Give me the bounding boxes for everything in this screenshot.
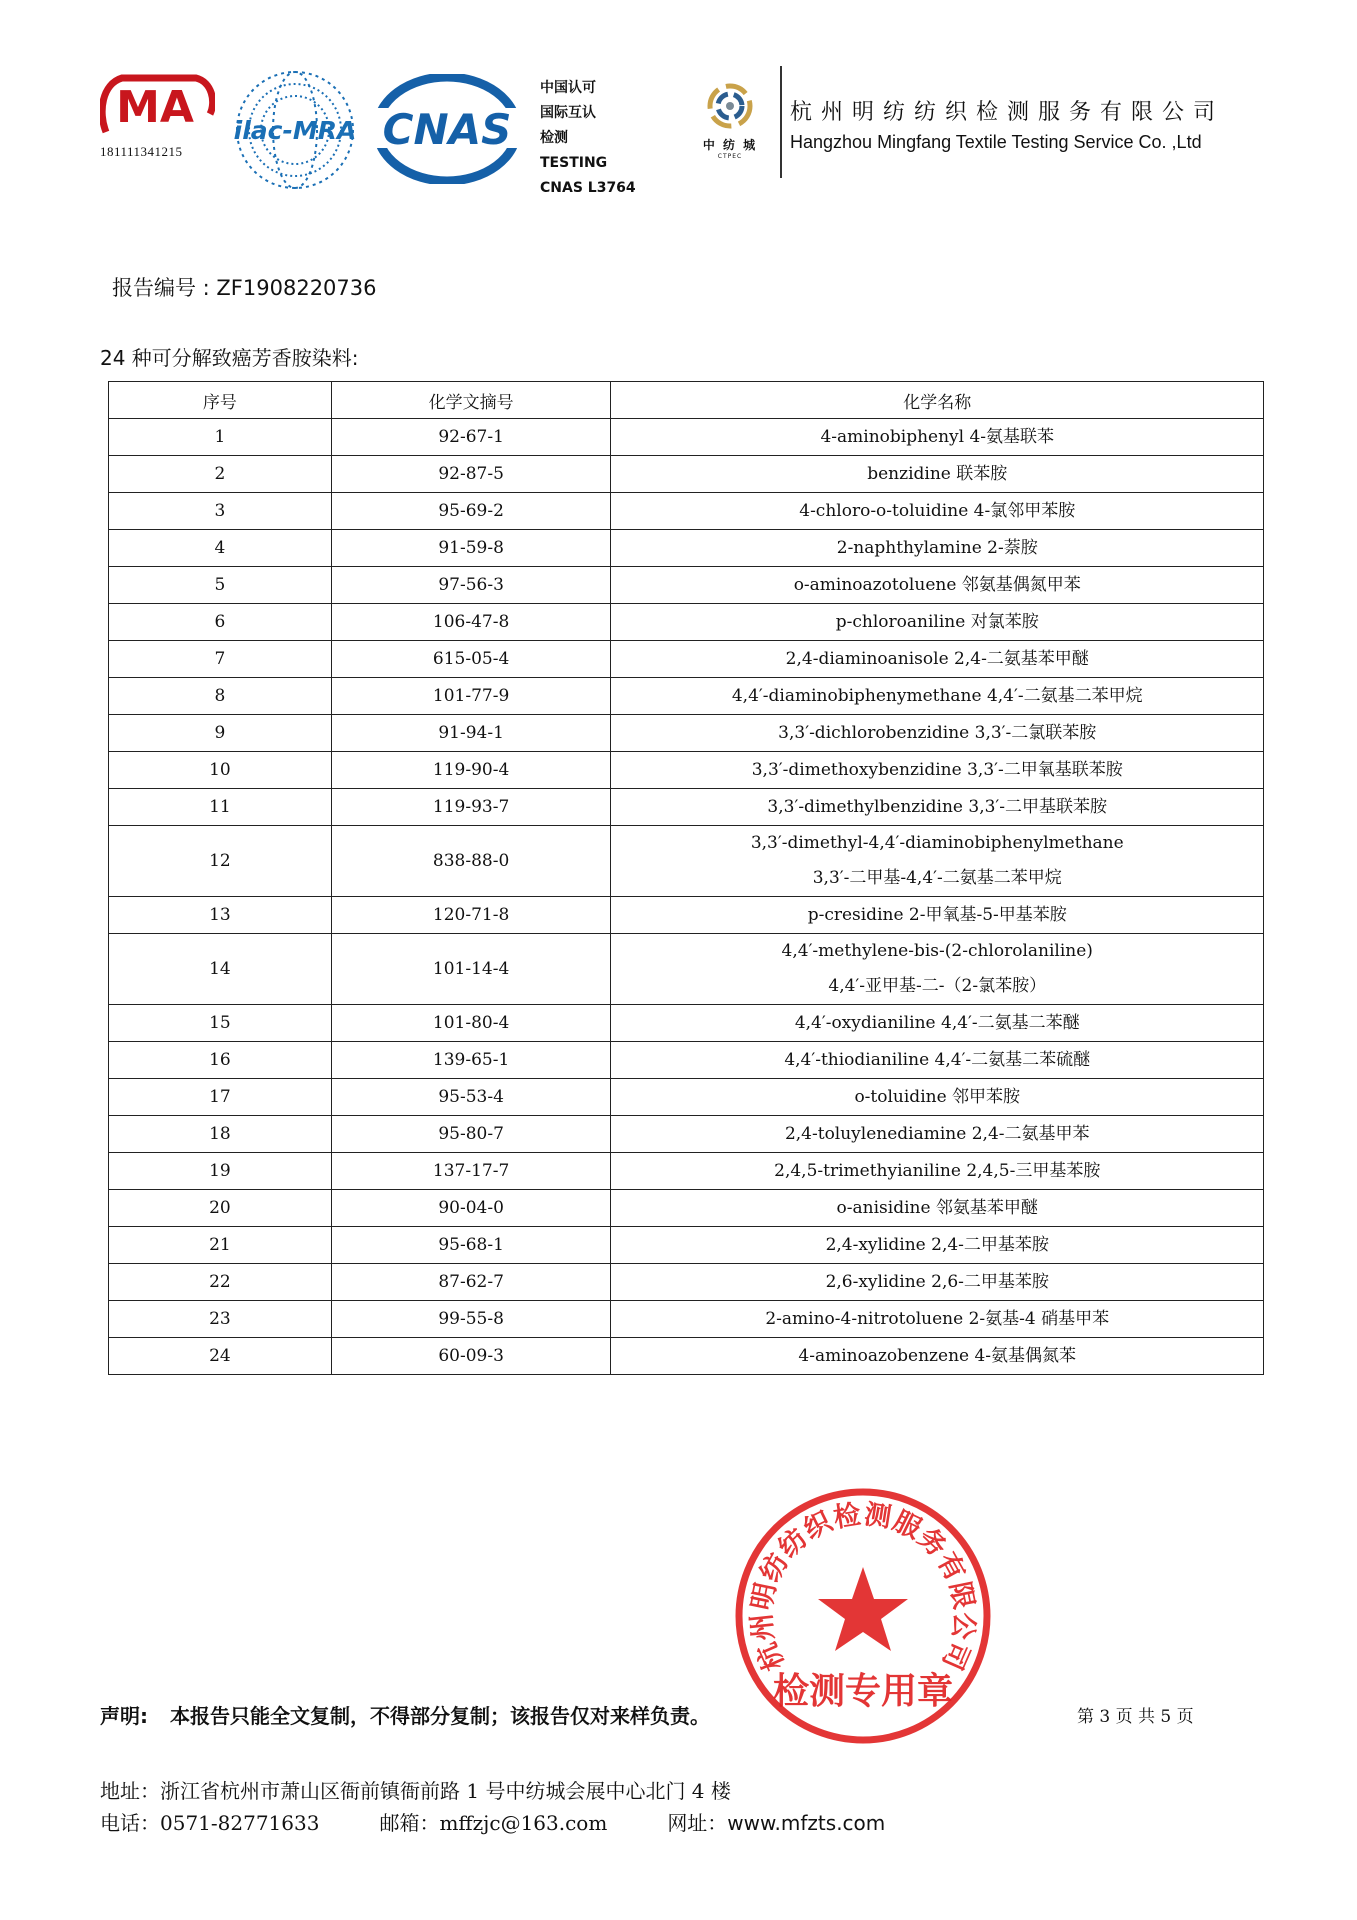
cell-no: 23 <box>109 1301 332 1338</box>
cell-cas: 87-62-7 <box>331 1264 611 1301</box>
cell-cas: 120-71-8 <box>331 897 611 934</box>
table-row <box>109 715 1264 752</box>
website: 网址：www.mfzts.com <box>667 1811 886 1835</box>
chemical-name-line: 4-aminobiphenyl 4-氨基联苯 <box>820 426 1055 447</box>
chemical-name-line: 4-chloro-o-toluidine 4-氯邻甲苯胺 <box>799 500 1076 521</box>
table-header-row <box>109 382 1264 419</box>
statement <box>100 1700 710 1729</box>
cell-chemical-name <box>611 715 1264 752</box>
cnas-line: 国际互认 <box>540 105 596 121</box>
cell-no: 8 <box>109 678 332 715</box>
cell-cas: 95-53-4 <box>331 1079 611 1116</box>
column-header-name: 化学名称 <box>611 382 1264 419</box>
cma-logo <box>100 72 220 160</box>
cell-no: 6 <box>109 604 332 641</box>
chemical-name-line: 2,4,5-trimethyianiline 2,4,5-三甲基苯胺 <box>774 1160 1101 1181</box>
ctpec-swirl-icon <box>706 82 754 130</box>
table-row <box>109 1153 1264 1190</box>
cell-cas: 92-87-5 <box>331 456 611 493</box>
cell-no: 22 <box>109 1264 332 1301</box>
chemical-name-line: o-toluidine 邻甲苯胺 <box>854 1086 1021 1107</box>
address-line: 地址：浙江省杭州市萧山区衙前镇衙前路 1 号中纺城会展中心北门 4 楼 <box>100 1779 731 1803</box>
chemical-name-line-2: 3,3′-二甲基-4,4′-二氨基二苯甲烷 <box>812 868 1062 888</box>
cnas-mark-icon <box>372 74 522 184</box>
table-row <box>109 1264 1264 1301</box>
amine-table <box>108 381 1264 1375</box>
cell-chemical-name <box>611 604 1264 641</box>
table-row <box>109 789 1264 826</box>
column-header-cas: 化学文摘号 <box>331 382 611 419</box>
cell-chemical-name <box>611 456 1264 493</box>
chemical-name-line: 2-naphthylamine 2-萘胺 <box>836 537 1038 558</box>
cell-chemical-name <box>611 1042 1264 1079</box>
cell-no: 3 <box>109 493 332 530</box>
chemical-name-line-2: 4,4′-亚甲基-二-（2-氯苯胺） <box>828 976 1047 996</box>
cell-cas: 137-17-7 <box>331 1153 611 1190</box>
cell-cas: 90-04-0 <box>331 1190 611 1227</box>
table-row <box>109 752 1264 789</box>
cell-no: 24 <box>109 1338 332 1375</box>
ctpec-cn: 中 纺 城 <box>702 138 758 152</box>
cell-chemical-name <box>611 1079 1264 1116</box>
table-row <box>109 1190 1264 1227</box>
cell-no: 18 <box>109 1116 332 1153</box>
phone: 电话：0571-82771633 <box>100 1811 320 1835</box>
column-header-no: 序号 <box>109 382 332 419</box>
ilac-globe-icon <box>230 65 360 195</box>
email: 邮箱：mffzjc@163.com <box>379 1811 608 1835</box>
chemical-name-line: 3,3′-dimethoxybenzidine 3,3′-二甲氧基联苯胺 <box>751 759 1123 780</box>
cell-cas: 101-14-4 <box>331 934 611 1005</box>
cell-no: 16 <box>109 1042 332 1079</box>
table-row <box>109 1301 1264 1338</box>
cell-chemical-name <box>611 1227 1264 1264</box>
cell-no: 15 <box>109 1005 332 1042</box>
chemical-name-line: 4-aminoazobenzene 4-氨基偶氮苯 <box>798 1345 1077 1366</box>
table-row <box>109 493 1264 530</box>
cell-cas: 95-69-2 <box>331 493 611 530</box>
cell-cas: 615-05-4 <box>331 641 611 678</box>
chemical-name-line: 4,4′-methylene-bis-(2-chlorolaniline) <box>781 941 1093 961</box>
cell-no: 21 <box>109 1227 332 1264</box>
cell-cas: 99-55-8 <box>331 1301 611 1338</box>
cell-cas: 101-80-4 <box>331 1005 611 1042</box>
ctpec-en: CTPEC <box>717 153 743 160</box>
cell-chemical-name <box>611 530 1264 567</box>
cell-chemical-name <box>611 897 1264 934</box>
chemical-name-line: 2-amino-4-nitrotoluene 2-氨基-4 硝基甲苯 <box>765 1308 1110 1329</box>
table-row <box>109 1079 1264 1116</box>
chemical-name-line: 3,3′-dimethylbenzidine 3,3′-二甲基联苯胺 <box>767 796 1108 817</box>
table-row <box>109 1042 1264 1079</box>
cell-no: 7 <box>109 641 332 678</box>
cell-cas: 101-77-9 <box>331 678 611 715</box>
table-body <box>109 419 1264 1375</box>
chemical-name-line: 2,4-toluylenediamine 2,4-二氨基甲苯 <box>784 1123 1090 1144</box>
cell-chemical-name <box>611 1116 1264 1153</box>
chemical-name-line: 4,4′-thiodianiline 4,4′-二氨基二苯硫醚 <box>784 1049 1091 1070</box>
chemical-name-line: 2,4-xylidine 2,4-二甲基苯胺 <box>825 1234 1049 1255</box>
cnas-accreditation-text <box>540 76 636 201</box>
cnas-line: TESTING <box>540 155 608 171</box>
report-number: 报告编号 : ZF1908220736 <box>112 276 377 300</box>
cma-code: 181111341215 <box>100 144 183 159</box>
cma-mark-icon <box>100 72 215 138</box>
table-row <box>109 678 1264 715</box>
cell-no: 13 <box>109 897 332 934</box>
table-row <box>109 567 1264 604</box>
cell-cas: 106-47-8 <box>331 604 611 641</box>
cell-cas: 91-94-1 <box>331 715 611 752</box>
cell-no: 17 <box>109 1079 332 1116</box>
company-name <box>790 95 1224 153</box>
cnas-line: 检测 <box>540 130 568 146</box>
page-number: 第 3 页 共 5 页 <box>1077 1707 1194 1727</box>
table-row <box>109 1338 1264 1375</box>
svg-text:MA: MA <box>116 82 194 133</box>
chemical-name-line: 3,3′-dichlorobenzidine 3,3′-二氯联苯胺 <box>778 722 1097 743</box>
official-seal <box>732 1485 994 1747</box>
seal-icon <box>732 1485 994 1747</box>
cnas-line: CNAS L3764 <box>540 180 636 196</box>
cell-chemical-name <box>611 678 1264 715</box>
cell-cas: 95-80-7 <box>331 1116 611 1153</box>
cell-chemical-name <box>611 1190 1264 1227</box>
cell-cas: 97-56-3 <box>331 567 611 604</box>
chemical-name-line: 2,6-xylidine 2,6-二甲基苯胺 <box>825 1271 1049 1292</box>
cell-chemical-name <box>611 752 1264 789</box>
chemical-name-line: 4,4′-oxydianiline 4,4′-二氨基二苯醚 <box>794 1012 1080 1033</box>
cell-chemical-name <box>611 641 1264 678</box>
cell-chemical-name <box>611 567 1264 604</box>
table-row <box>109 456 1264 493</box>
cell-chemical-name <box>611 934 1264 1005</box>
cell-cas: 838-88-0 <box>331 826 611 897</box>
cell-cas: 119-90-4 <box>331 752 611 789</box>
table-row <box>109 897 1264 934</box>
cell-chemical-name <box>611 493 1264 530</box>
cnas-line: 中国认可 <box>540 80 596 96</box>
table-row <box>109 934 1264 1005</box>
cell-no: 1 <box>109 419 332 456</box>
cell-no: 4 <box>109 530 332 567</box>
contact-footer <box>100 1775 885 1839</box>
cell-cas: 119-93-7 <box>331 789 611 826</box>
chemical-name-line: 3,3′-dimethyl-4,4′-diaminobiphenylmethane <box>750 833 1124 853</box>
table-row <box>109 604 1264 641</box>
table-row <box>109 419 1264 456</box>
contact-line <box>100 1807 885 1839</box>
ctpec-logo <box>695 82 765 160</box>
cell-cas: 60-09-3 <box>331 1338 611 1375</box>
cnas-logo <box>372 74 522 188</box>
cell-no: 11 <box>109 789 332 826</box>
cell-cas: 92-67-1 <box>331 419 611 456</box>
section-title: 24 种可分解致癌芳香胺染料: <box>100 346 359 370</box>
chemical-name-line: 4,4′-diaminobiphenymethane 4,4′-二氨基二苯甲烷 <box>731 685 1143 706</box>
chemical-name-line: p-cresidine 2-甲氧基-5-甲基苯胺 <box>807 904 1067 925</box>
svg-text:ilac-MRA: ilac-MRA <box>233 116 357 145</box>
cell-no: 20 <box>109 1190 332 1227</box>
report-header <box>100 60 1260 200</box>
table-row <box>109 641 1264 678</box>
seal-ring-text: 杭州明纺纺织检测服务有限公司 <box>746 1499 980 1676</box>
statement-label: 声明: <box>100 1704 148 1728</box>
cell-chemical-name <box>611 419 1264 456</box>
cell-no: 5 <box>109 567 332 604</box>
chemical-name-line: o-anisidine 邻氨基苯甲醚 <box>836 1197 1038 1218</box>
table-row <box>109 530 1264 567</box>
cell-chemical-name <box>611 1005 1264 1042</box>
ilac-mra-logo <box>230 65 360 199</box>
seal-center-text: 检测专用章 <box>772 1670 954 1712</box>
table-row <box>109 1005 1264 1042</box>
chemical-name-line: benzidine 联苯胺 <box>867 463 1008 484</box>
cell-no: 19 <box>109 1153 332 1190</box>
cell-chemical-name <box>611 826 1264 897</box>
cell-cas: 91-59-8 <box>331 530 611 567</box>
header-divider <box>780 66 782 178</box>
cell-no: 12 <box>109 826 332 897</box>
company-name-en: Hangzhou Mingfang Textile Testing Service Co. ,Ltd <box>790 132 1202 152</box>
table-row <box>109 1227 1264 1264</box>
cell-chemical-name <box>611 1301 1264 1338</box>
cell-cas: 95-68-1 <box>331 1227 611 1264</box>
cell-no: 10 <box>109 752 332 789</box>
chemical-name-line: 2,4-diaminoanisole 2,4-二氨基苯甲醚 <box>785 648 1089 669</box>
cell-chemical-name <box>611 1264 1264 1301</box>
statement-text: 本报告只能全文复制，不得部分复制；该报告仅对来样负责。 <box>170 1704 710 1728</box>
cell-no: 14 <box>109 934 332 1005</box>
table-row <box>109 1116 1264 1153</box>
company-name-cn: 杭州明纺纺织检测服务有限公司 <box>790 100 1225 125</box>
cell-no: 2 <box>109 456 332 493</box>
chemical-name-line: p-chloroaniline 对氯苯胺 <box>835 611 1039 632</box>
svg-text:CNAS: CNAS <box>382 105 512 154</box>
cell-chemical-name <box>611 1338 1264 1375</box>
cell-no: 9 <box>109 715 332 752</box>
table-row <box>109 826 1264 897</box>
cell-chemical-name <box>611 1153 1264 1190</box>
cell-cas: 139-65-1 <box>331 1042 611 1079</box>
chemical-name-line: o-aminoazotoluene 邻氨基偶氮甲苯 <box>793 574 1081 595</box>
cell-chemical-name <box>611 789 1264 826</box>
